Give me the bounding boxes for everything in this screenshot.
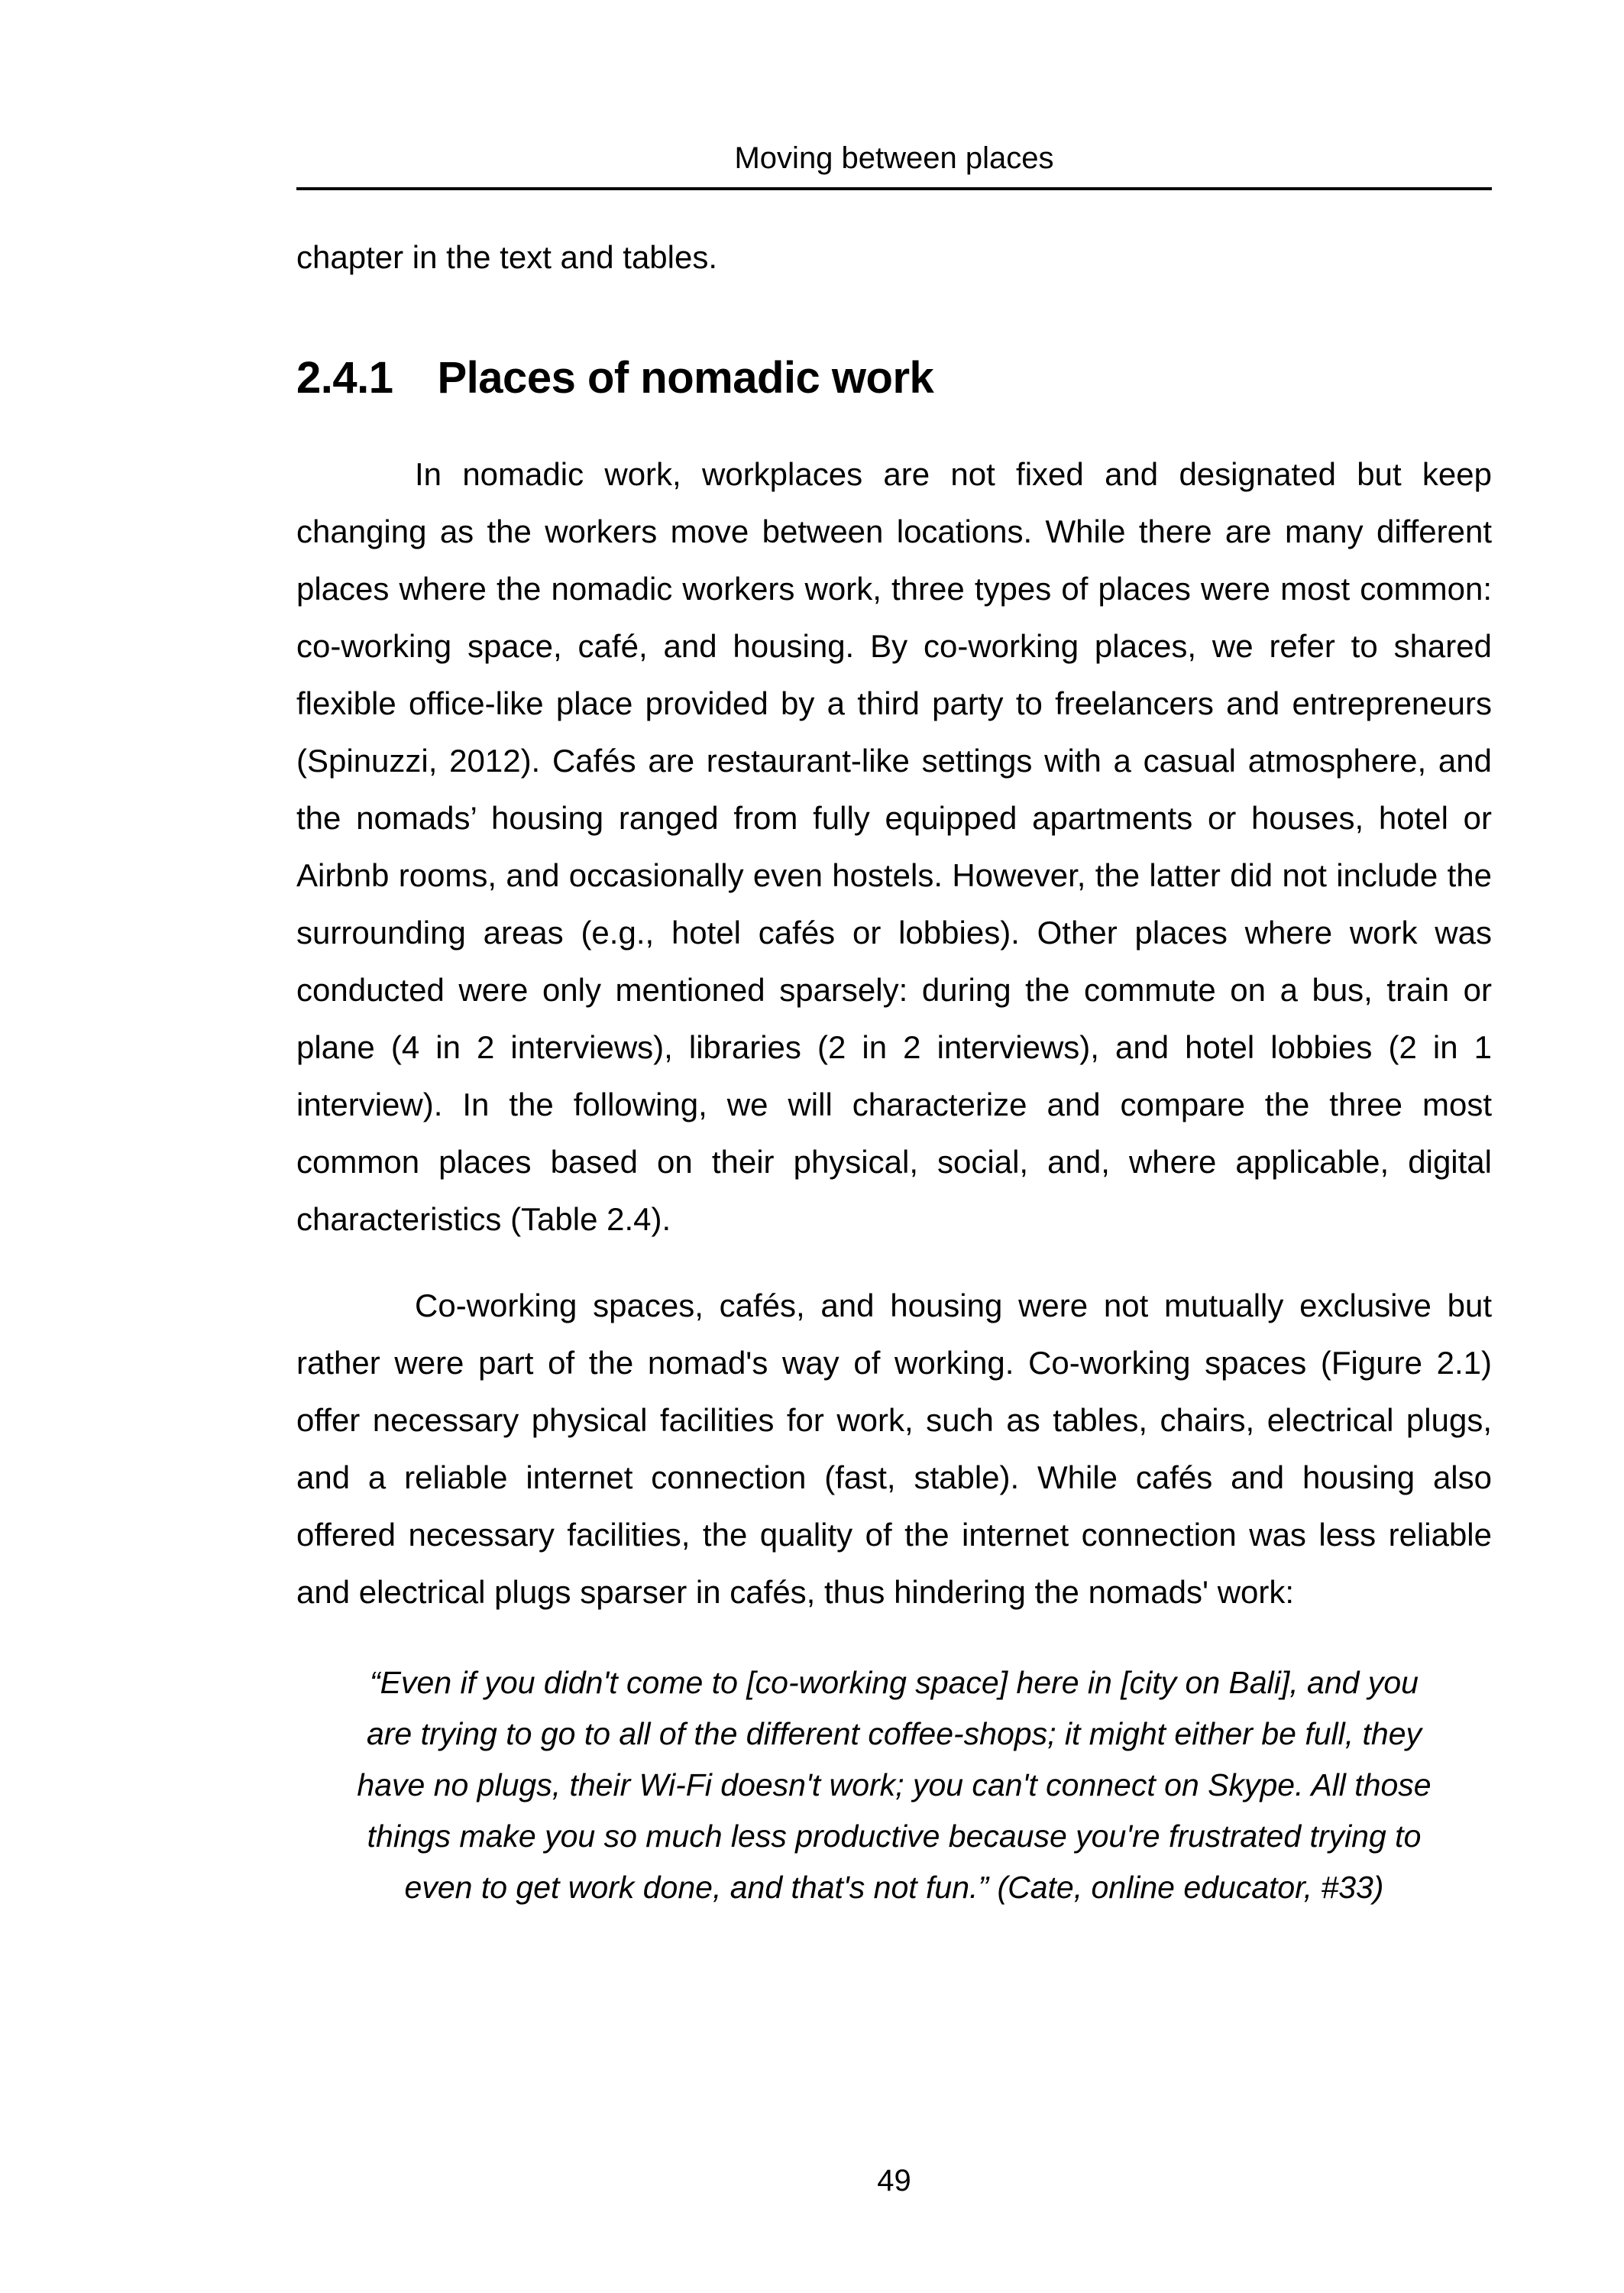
page-footer: [296, 2164, 1492, 2197]
paragraph-continuation: chapter in the text and tables.: [296, 239, 718, 275]
page-body: [296, 235, 1492, 1913]
section-title: Places of nomadic work: [437, 353, 934, 403]
header-rule: [296, 187, 1492, 190]
section-number: 2.4.1: [296, 353, 393, 403]
running-header: Moving between places: [734, 141, 1054, 175]
body-paragraph-1: In nomadic work, workplaces are not fixed and designated but keep changing as the workers move between locations. While there are many different places where the nomadic workers work, three types of places were most common: co-working space, café, and housing. By co-working places, we refer to shared flexible office-like place provided by a third party to freelancers and entrepreneurs (Spinuzzi, 2012). Cafés are restaurant-like settings with a casual atmosphere, and the nomads’ housing ranged from fully equipped apartments or houses, hotel or Airbnb rooms, and occasionally even hostels. However, the latter did not include the surrounding areas (e.g., hotel cafés or lobbies). Other places where work was conducted were only mentioned sparsely: during the commute on a bus, train or plane (4 in 2 interviews), libraries (2 in 2 interviews), and hotel lobbies (2 in 1 interview). In the following, we will characterize and compare the three most common places based on their physical, social, and, where applicable, digital characteristics (Table 2.4).: [296, 456, 1492, 1237]
page-header: [296, 140, 1492, 190]
body-paragraph-2: Co-working spaces, cafés, and housing were not mutually exclusive but rather were part of the nomad's way of working. Co-working spaces (Figure 2.1) offer necessary physical facilities for work, such as tables, chairs, electrical plugs, and a reliable internet connection (fast, stable). While cafés and housing also offered necessary facilities, the quality of the internet connection was less reliable and electrical plugs sparser in cafés, thus hindering the nomads' work:: [296, 1287, 1492, 1610]
page-number: 49: [877, 2164, 911, 2197]
section-heading: [296, 351, 1492, 406]
interview-quote: “Even if you didn't come to [co-working space] here in [city on Bali], and you are trying to go to all of the different coffee-shops; it might either be full, they have no plugs, their Wi-Fi doesn't work; you can't connect on Skype. All those things make you so much less productive because you're frustrated trying to even to get work done, and that's not fun.” (Cate, online educator, #33): [357, 1665, 1432, 1905]
